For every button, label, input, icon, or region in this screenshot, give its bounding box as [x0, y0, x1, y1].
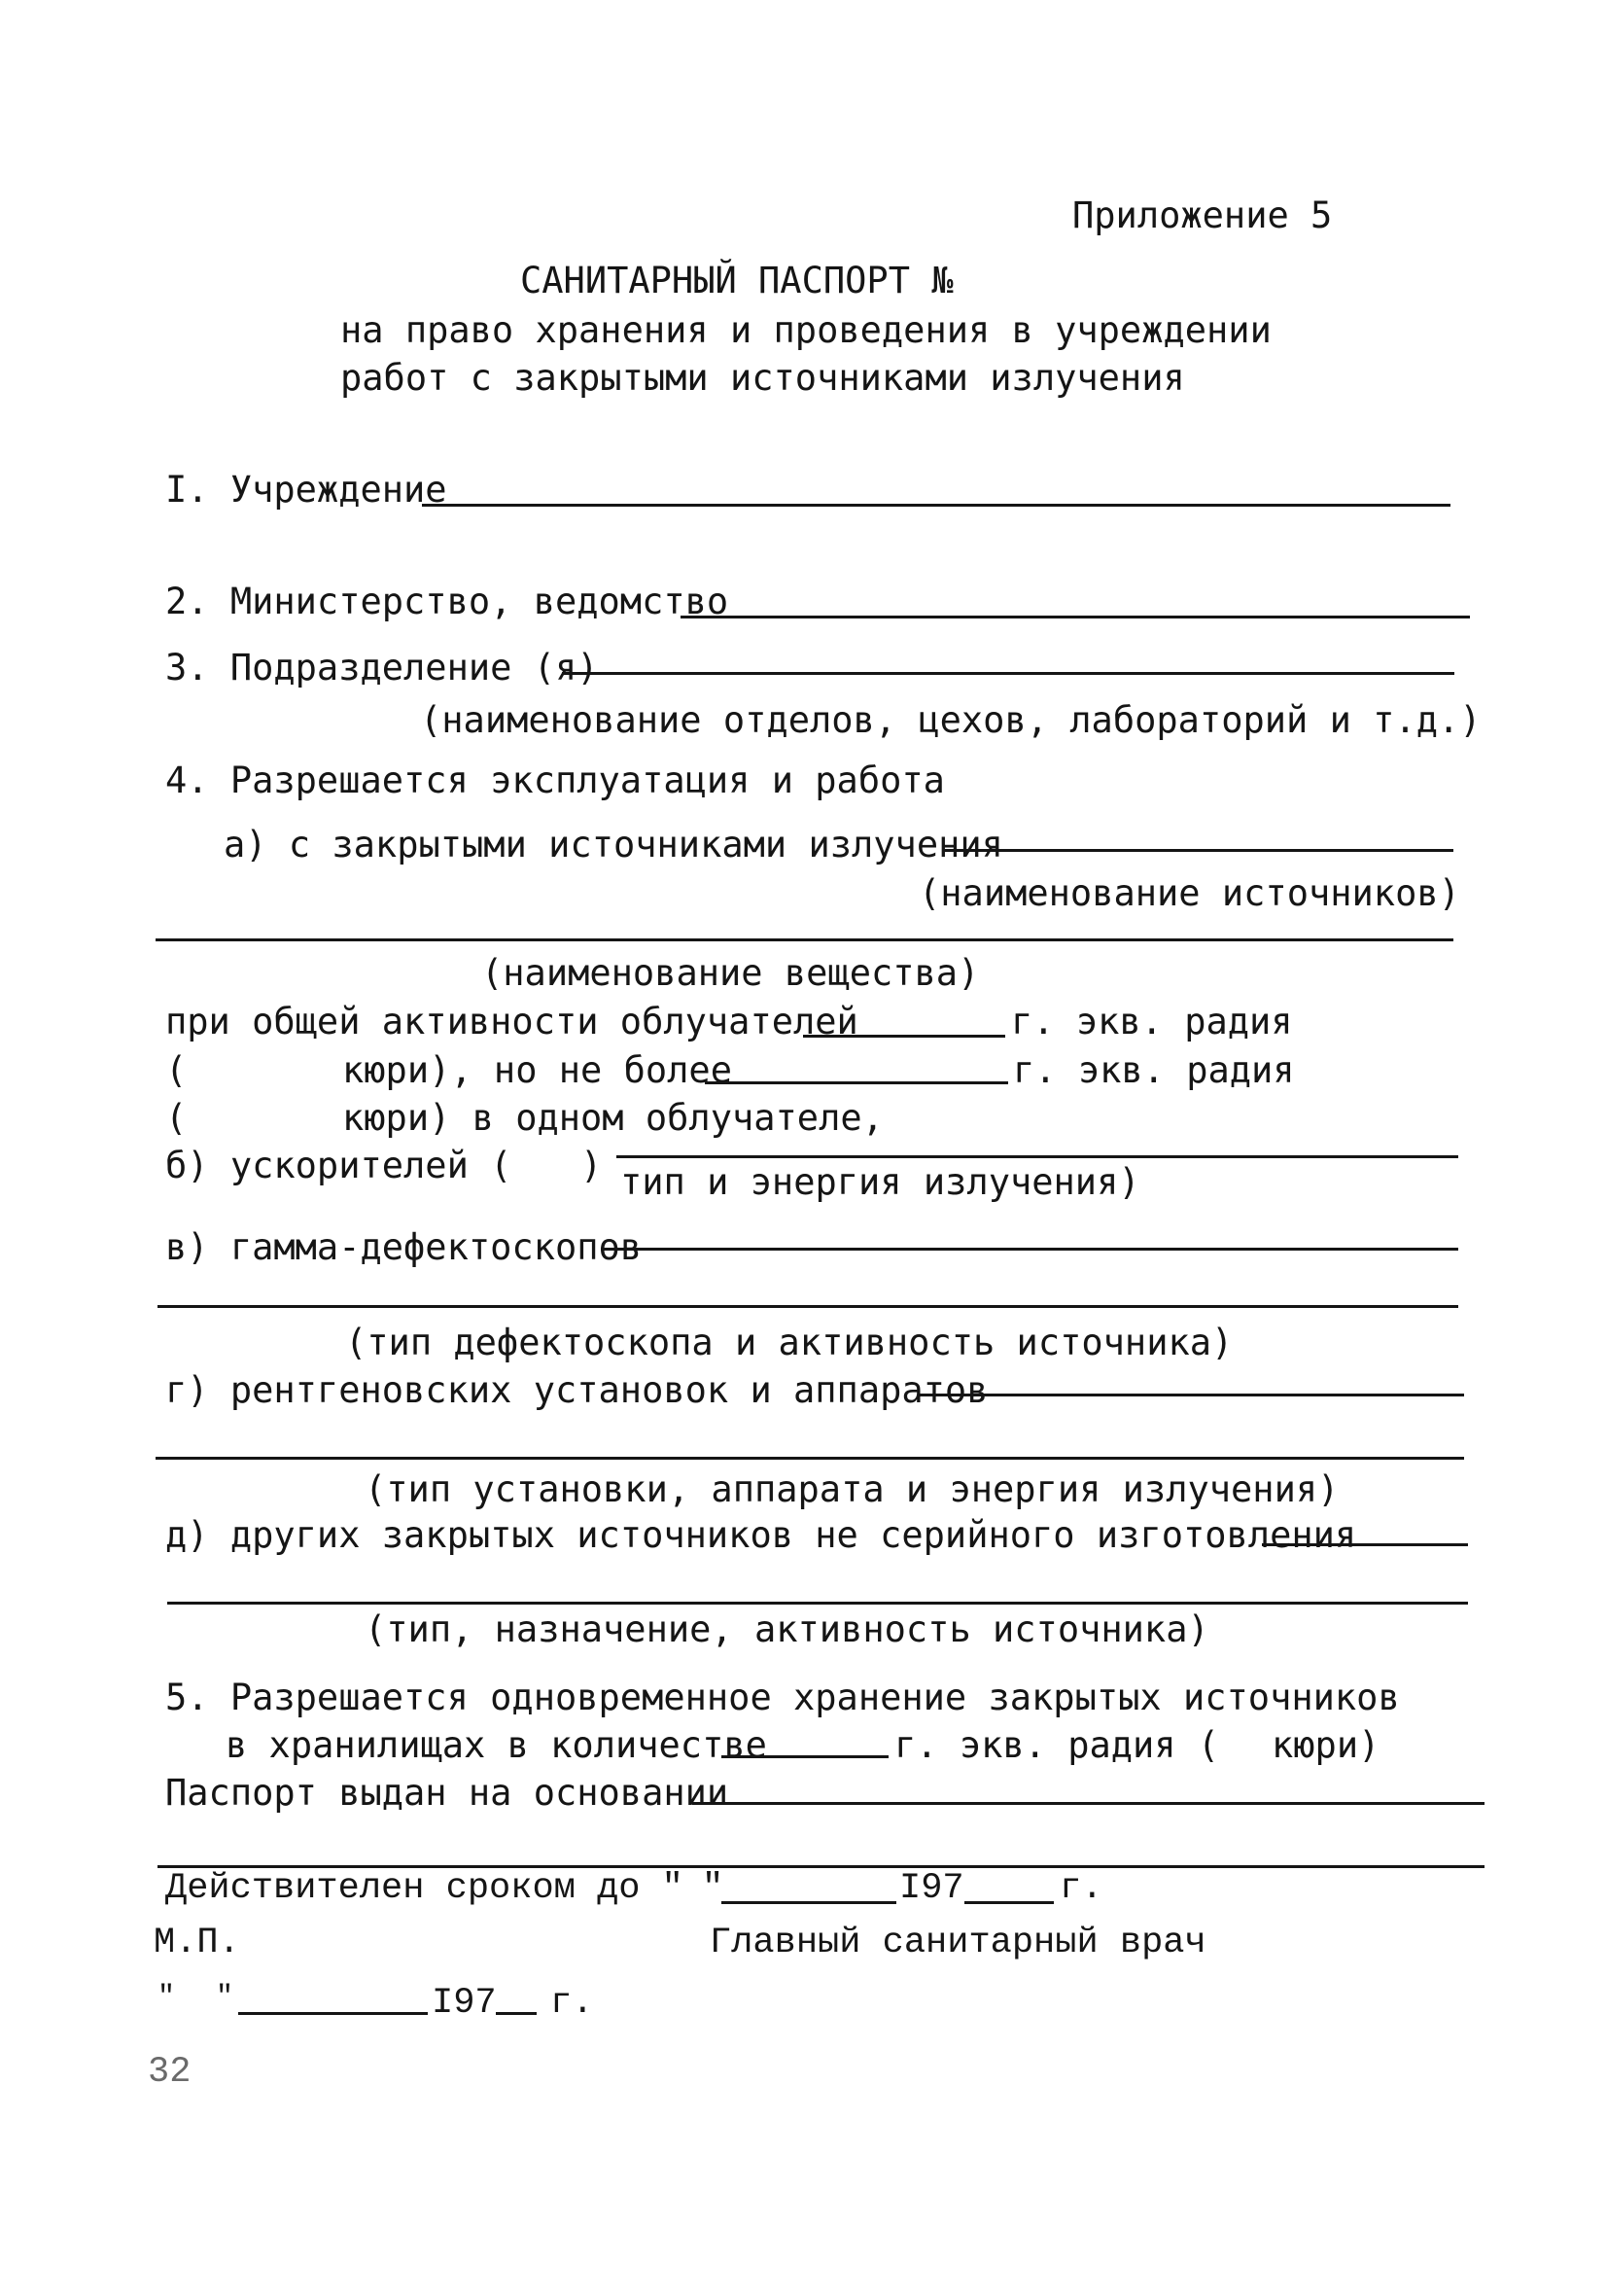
storage-quantity-field-line[interactable]: [721, 1755, 889, 1758]
page-number: 32: [148, 2052, 192, 2093]
item4g-xray-label: г) рентгеновских установок и аппаратов: [165, 1369, 989, 1411]
basis-field-line[interactable]: [692, 1802, 1485, 1805]
gamma-defectoscopes-field-line[interactable]: [601, 1248, 1458, 1251]
accelerators-paren-close: ): [580, 1145, 603, 1186]
max-activity-field-line[interactable]: [705, 1081, 1008, 1084]
title-subtitle-line2: работ с закрытыми источниками излучения: [340, 357, 1185, 399]
date-quote-open: ": [157, 1981, 176, 2014]
substance-field-line[interactable]: [156, 938, 1453, 941]
curie-paren-open-2: (: [165, 1097, 188, 1139]
other-sources-field-line-2[interactable]: [167, 1602, 1468, 1605]
title-subtitle-line1: на право хранения и проведения в учреждении: [340, 309, 1272, 351]
validity-label: Действителен сроком до ": [165, 1868, 683, 1909]
validity-quote-close: ": [702, 1868, 724, 1909]
xray-field-line-2[interactable]: [156, 1457, 1464, 1460]
max-activity-unit: г. экв. радия: [1013, 1049, 1295, 1091]
item4v-hint: (тип дефектоскопа и активность источника): [345, 1322, 1234, 1363]
date-quote-close: ": [216, 1981, 234, 2014]
total-activity-unit: г. экв. радия: [1011, 1001, 1293, 1042]
item4g-hint: (тип установки, аппарата и энергия излучения): [365, 1468, 1340, 1510]
curie-single-label: кюри) в одном облучателе,: [342, 1097, 884, 1139]
accelerators-field-line[interactable]: [616, 1155, 1458, 1158]
item4a-sealed-sources-label: а) с закрытыми источниками излучения: [224, 824, 1003, 865]
item4d-hint: (тип, назначение, активность источника): [365, 1608, 1209, 1650]
document-title: САНИТАРНЫЙ ПАСПОРТ №: [520, 260, 954, 301]
stamp-place-label: М.П.: [154, 1923, 240, 1963]
item1-institution-label: I. Учреждение: [165, 469, 447, 511]
date-year-prefix: I97: [432, 1983, 497, 2024]
sealed-sources-field-line[interactable]: [943, 849, 1453, 852]
item4-permission-label: 4. Разрешается эксплуатация и работа: [165, 759, 945, 801]
institution-field-line[interactable]: [422, 504, 1450, 507]
curie-paren-open-1: (: [165, 1049, 188, 1091]
date-year-suffix: г.: [550, 1983, 594, 2024]
item4d-other-sources-label: д) других закрытых источников не серийного изготовления: [165, 1514, 1357, 1556]
total-activity-field-line[interactable]: [803, 1035, 1005, 1038]
validity-year-suffix: г.: [1060, 1868, 1103, 1909]
validity-year-field-line[interactable]: [964, 1901, 1054, 1904]
item3-subdivision-label: 3. Подразделение (я): [165, 647, 599, 689]
subdivision-field-line[interactable]: [562, 672, 1454, 675]
xray-field-line[interactable]: [918, 1394, 1464, 1396]
basis-label: Паспорт выдан на основании: [165, 1772, 729, 1814]
date-day-month-field-line[interactable]: [238, 2012, 428, 2015]
item4v-gamma-defectoscopes-label: в) гамма-дефектоскопов: [165, 1226, 643, 1268]
curie-no-more-label: кюри), но не более: [342, 1049, 732, 1091]
item2-ministry-label: 2. Министерство, ведомство: [165, 581, 729, 622]
item4b-hint: тип и энергия излучения): [620, 1161, 1140, 1203]
ministry-field-line[interactable]: [681, 616, 1470, 618]
item4b-accelerators-label: б) ускорителей (: [165, 1145, 512, 1186]
item4a-hint-substance: (наименование вещества): [481, 952, 980, 994]
validity-year-prefix: I97: [899, 1868, 964, 1909]
date-year-field-line[interactable]: [496, 2012, 537, 2015]
chief-sanitary-doctor-label: Главный санитарный врач: [710, 1923, 1206, 1963]
other-sources-field-line[interactable]: [1262, 1543, 1468, 1546]
appendix-label: Приложение 5: [1072, 194, 1333, 236]
total-activity-label: при общей активности облучателей: [165, 1001, 858, 1042]
item5-storage-label: 5. Разрешается одновременное хранение закрытых источников: [165, 1677, 1400, 1718]
item5-curie: кюри): [1272, 1724, 1380, 1766]
gamma-defectoscopes-field-line-2[interactable]: [157, 1305, 1458, 1308]
item5-unit: г. экв. радия (: [894, 1724, 1220, 1766]
validity-day-month-field-line[interactable]: [721, 1901, 896, 1904]
item5-quantity-label: в хранилищах в количестве: [226, 1724, 767, 1766]
item4a-hint-sources: (наименование источников): [919, 872, 1460, 914]
item3-hint: (наименование отделов, цехов, лабораторий и т.д.): [420, 699, 1482, 741]
